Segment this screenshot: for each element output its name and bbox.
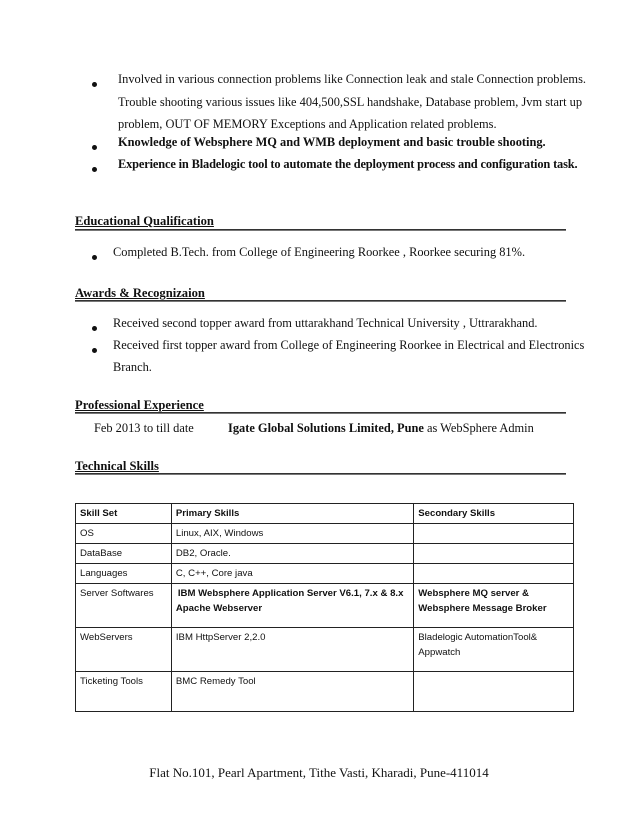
table-row bbox=[76, 524, 574, 544]
secondary-skill-line: Appwatch bbox=[418, 647, 461, 658]
bullet-text: Trouble shooting various issues like 404,500,SSL handshake, Database problem, Jvm start up bbox=[118, 95, 583, 109]
section-divider bbox=[75, 412, 566, 414]
skill-cell: Ticketing Tools bbox=[76, 672, 172, 712]
section-heading-experience: Professional Experience bbox=[75, 398, 204, 412]
skill-cell: DataBase bbox=[76, 544, 172, 564]
skill-cell: Languages bbox=[76, 564, 172, 584]
primary-skill-cell: Linux, AIX, Windows bbox=[171, 524, 413, 544]
skills-table bbox=[75, 503, 574, 712]
experience-entry bbox=[228, 421, 534, 436]
section-heading-education: Educational Qualification bbox=[75, 214, 214, 228]
secondary-skill-cell bbox=[414, 564, 574, 584]
primary-skill-cell bbox=[171, 584, 413, 628]
bullet-icon bbox=[92, 255, 97, 260]
primary-skill-line: IBM Websphere Application Server V6.1, 7.x & 8.x bbox=[177, 588, 404, 599]
bullet-text: problem, OUT OF MEMORY Exceptions and Application related problems. bbox=[118, 117, 497, 131]
table-row bbox=[76, 672, 574, 712]
bullet-icon bbox=[92, 326, 97, 331]
bullet-icon bbox=[92, 145, 97, 150]
secondary-skill-cell bbox=[414, 672, 574, 712]
table-row bbox=[76, 584, 574, 628]
experience-period: Feb 2013 to till date bbox=[94, 421, 194, 435]
section-divider bbox=[75, 229, 566, 231]
bullet-icon bbox=[92, 167, 97, 172]
table-header-row bbox=[76, 504, 574, 524]
award-item: Received first topper award from College of Engineering Roorkee in Electrical and Electronics bbox=[113, 338, 585, 352]
secondary-skill-line: Websphere MQ server & bbox=[418, 588, 529, 599]
company-name: Igate Global Solutions Limited, Pune bbox=[228, 421, 424, 435]
section-divider bbox=[75, 300, 566, 302]
table-row bbox=[76, 564, 574, 584]
education-item: Completed B.Tech. from College of Engineering Roorkee , Roorkee securing 81%. bbox=[113, 245, 526, 259]
skill-cell: Server Softwares bbox=[76, 584, 172, 628]
primary-skill-cell: C, C++, Core java bbox=[171, 564, 413, 584]
bullet-icon bbox=[92, 82, 97, 87]
award-item: Received second topper award from uttarakhand Technical University , Uttrarakhand. bbox=[113, 316, 538, 330]
table-row bbox=[76, 628, 574, 672]
bullet-text: Experience in Bladelogic tool to automate the deployment process and configuration task. bbox=[118, 157, 578, 171]
primary-skill-line: Apache Webserver bbox=[175, 603, 263, 614]
skill-cell: WebServers bbox=[76, 628, 172, 672]
footer-address: Flat No.101, Pearl Apartment, Tithe Vasti, Kharadi, Pune-411014 bbox=[149, 765, 489, 780]
column-header: Secondary Skills bbox=[414, 504, 574, 524]
section-heading-skills: Technical Skills bbox=[75, 459, 159, 473]
bullet-text: Knowledge of Websphere MQ and WMB deployment and basic trouble shooting. bbox=[118, 135, 546, 149]
column-header: Skill Set bbox=[76, 504, 172, 524]
bullet-text: Involved in various connection problems like Connection leak and stale Connection problems. bbox=[118, 72, 586, 86]
secondary-skill-cell bbox=[414, 524, 574, 544]
primary-skill-cell: BMC Remedy Tool bbox=[171, 672, 413, 712]
table-row bbox=[76, 544, 574, 564]
column-header: Primary Skills bbox=[171, 504, 413, 524]
section-heading-awards: Awards & Recognizaion bbox=[75, 286, 205, 300]
award-item-continuation: Branch. bbox=[113, 360, 152, 374]
skill-cell: OS bbox=[76, 524, 172, 544]
secondary-skill-cell bbox=[414, 544, 574, 564]
secondary-skill-line: Bladelogic AutomationTool& bbox=[418, 632, 538, 643]
bullet-icon bbox=[92, 348, 97, 353]
primary-skill-cell: DB2, Oracle. bbox=[171, 544, 413, 564]
section-divider bbox=[75, 473, 566, 475]
secondary-skill-line: Websphere Message Broker bbox=[418, 603, 547, 614]
primary-skill-cell: IBM HttpServer 2,2.0 bbox=[171, 628, 413, 672]
job-role: as WebSphere Admin bbox=[423, 421, 534, 435]
secondary-skill-cell bbox=[414, 628, 574, 672]
secondary-skill-cell bbox=[414, 584, 574, 628]
